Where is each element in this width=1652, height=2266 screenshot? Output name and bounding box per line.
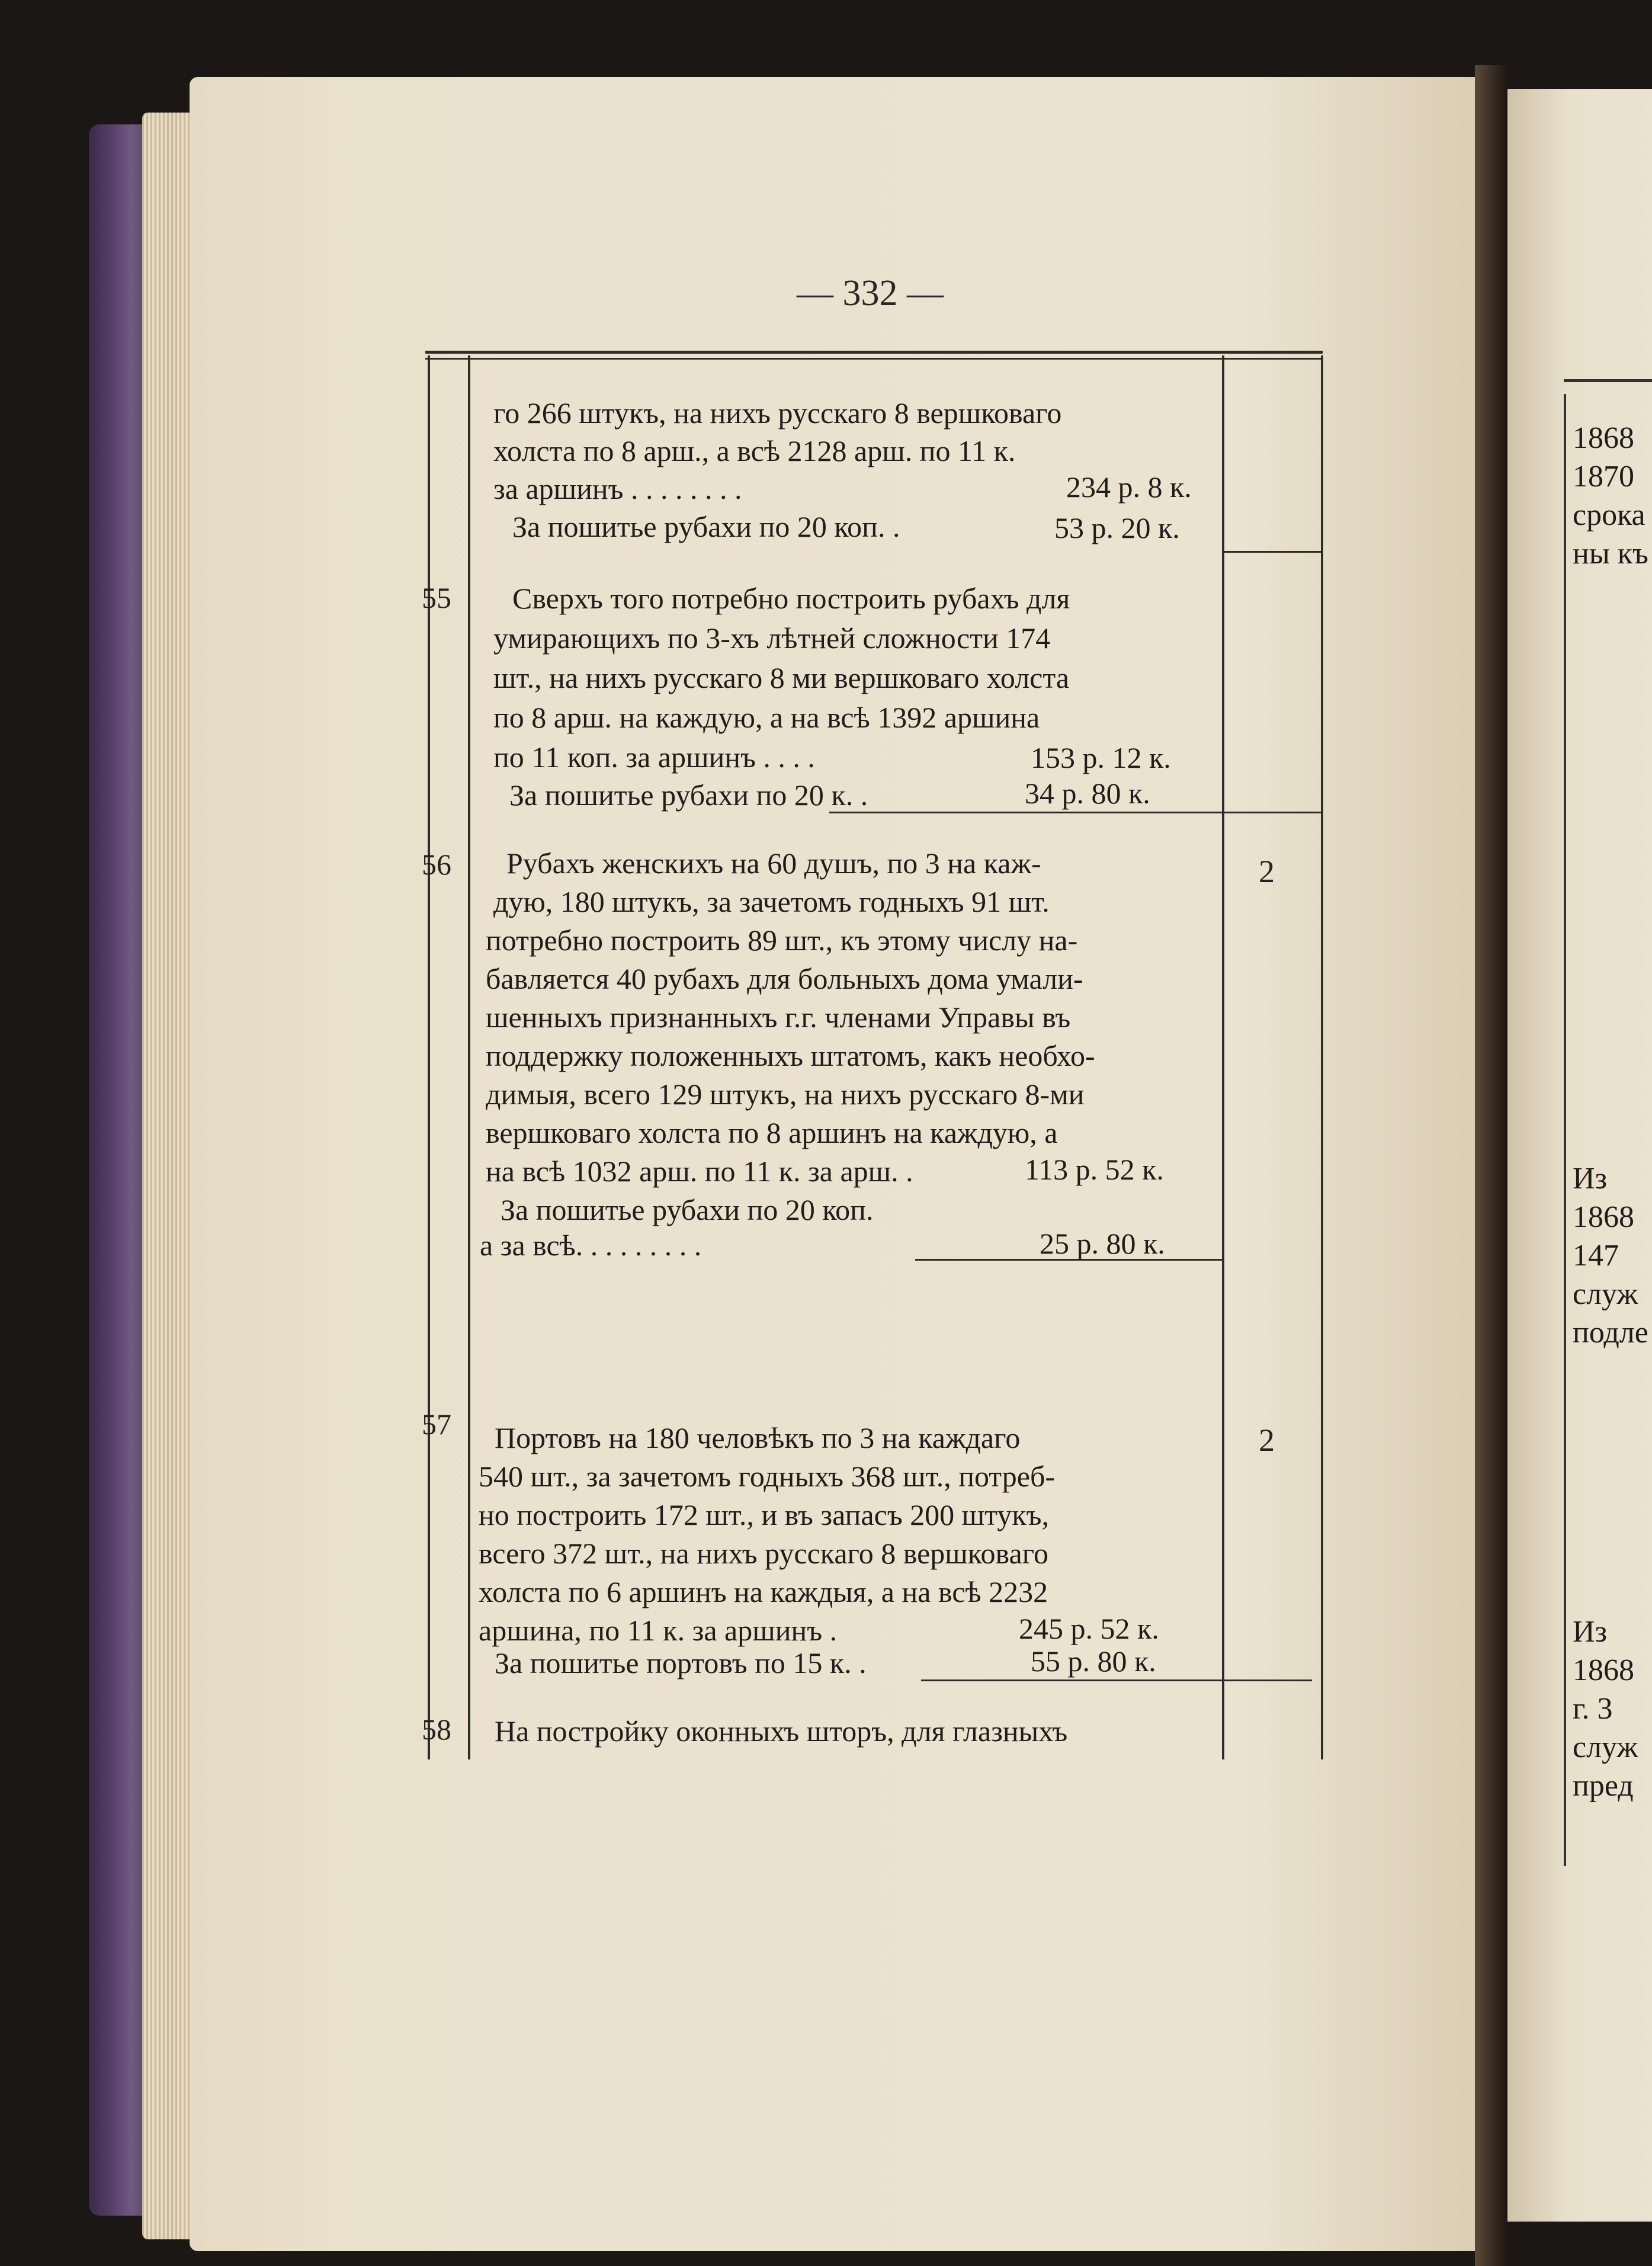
entry-text-line: На постройку оконныхъ шторъ, для глазныхъ	[495, 1714, 1068, 1748]
entry-text-line: холста по 6 аршинъ на каждыя, а на всѣ 2232	[479, 1575, 1048, 1608]
entry-amount: 55 р. 80 к.	[1031, 1645, 1156, 1678]
entry-text-line: дую, 180 штукъ, за зачетомъ годныхъ 91 шт.	[493, 885, 1050, 918]
entry-text-line: за аршинъ . . . . . . . .	[493, 472, 742, 505]
entry-text-line: димыя, всего 129 штукъ, на нихъ русскаго 8-ми	[486, 1078, 1085, 1111]
entry-amount: 113 р. 52 к.	[1025, 1153, 1164, 1186]
entry-text-line: по 8 арш. на каждую, а на всѣ 1392 аршина	[493, 701, 1040, 734]
entry-amount: 234 р. 8 к.	[1066, 470, 1192, 504]
next-page-fragment: 1868	[1573, 1200, 1634, 1234]
entry-text-line: Портовъ на 180 человѣкъ по 3 на каждаго	[495, 1421, 1021, 1454]
entry-text-line: потребно построить 89 шт., къ этому числу на-	[486, 924, 1078, 957]
entry-text-line: го 266 штукъ, на нихъ русскаго 8 вершковаго	[493, 396, 1062, 430]
entry-number: 55	[422, 581, 451, 614]
entry-amount: 34 р. 80 к.	[1025, 777, 1150, 810]
entry-text-line: поддержку положенныхъ штатомъ, какъ необхо-	[486, 1039, 1095, 1072]
next-page-fragment: Из	[1573, 1162, 1608, 1196]
entry-amount: 153 р. 12 к.	[1031, 741, 1171, 774]
entry-number: 56	[422, 848, 451, 881]
entry-text-line: на всѣ 1032 арш. по 11 к. за арш. .	[486, 1155, 913, 1188]
book-gutter	[1475, 65, 1507, 2266]
next-page-fragment: подле	[1573, 1316, 1648, 1350]
page-number: — 332 —	[797, 273, 944, 313]
next-page-fragment: 1870	[1573, 460, 1634, 493]
entry-sewing-line: За пошитье рубахи по 20 к. .	[509, 778, 868, 812]
entry-amount: 25 р. 80 к.	[1040, 1227, 1165, 1260]
entry-text-line: всего 372 шт., на нихъ русскаго 8 вершковаго	[479, 1537, 1048, 1570]
entry-text-line: вершковаго холста по 8 аршинъ на каждую, а	[486, 1116, 1058, 1149]
entry-text-line: 540 шт., за зачетомъ годныхъ 368 шт., потреб-	[479, 1460, 1056, 1493]
entry-sewing-line: За пошитье рубахи по 20 коп. .	[512, 510, 900, 543]
entry-text-line: бавляется 40 рубахъ для больныхъ дома умали-	[486, 962, 1083, 995]
entry-quantity: 2	[1259, 1422, 1275, 1458]
next-page-fragment: срока	[1573, 498, 1645, 532]
entry-number: 58	[422, 1713, 451, 1746]
entry-text-line: шт., на нихъ русскаго 8 ми вершковаго холста	[493, 661, 1070, 694]
next-page-fragment: ны къ	[1573, 537, 1648, 570]
entry-sewing-line: За пошитье портовъ по 15 к. .	[495, 1646, 867, 1680]
entry-sewing-line: За пошитье рубахи по 20 коп.	[501, 1193, 874, 1226]
next-page-fragment: 147	[1573, 1239, 1619, 1273]
entry-text-line: по 11 коп. за аршинъ . . . .	[493, 741, 815, 774]
entry-text-line: но построить 172 шт., и въ запасъ 200 штукъ,	[479, 1498, 1050, 1531]
entry-sewing-line: а за всѣ. . . . . . . . .	[480, 1229, 702, 1262]
entry-text-line: Сверхъ того потребно построить рубахъ для	[512, 582, 1070, 615]
next-page-rule	[1564, 379, 1652, 382]
entry-text-line: шенныхъ признанныхъ г.г. членами Управы въ	[486, 1001, 1071, 1034]
entry-text-line: аршина, по 11 к. за аршинъ .	[479, 1614, 838, 1647]
next-page-fragment: служ	[1573, 1277, 1638, 1311]
next-page-fragment: служ	[1573, 1730, 1638, 1764]
entry-text-line: холста по 8 арш., а всѣ 2128 арш. по 11 к.	[493, 434, 1016, 467]
entry-text-line: Рубахъ женскихъ на 60 душъ, по 3 на каж-	[506, 847, 1041, 880]
entry-text-line: умирающихъ по 3-хъ лѣтней сложности 174	[493, 621, 1051, 655]
next-page-fragment: 1868	[1573, 421, 1634, 455]
next-page-fragment: 1868	[1573, 1653, 1634, 1687]
next-page-column-rule	[1564, 394, 1566, 1866]
next-page-fragment: Из	[1573, 1615, 1608, 1649]
entry-amount: 245 р. 52 к.	[1019, 1612, 1159, 1645]
entry-amount: 53 р. 20 к.	[1054, 511, 1180, 544]
entry-quantity: 2	[1259, 854, 1275, 889]
next-page	[1507, 89, 1652, 2222]
next-page-fragment: г. 3	[1573, 1692, 1613, 1726]
next-page-fragment: пред	[1573, 1769, 1634, 1803]
entry-number: 57	[422, 1408, 451, 1441]
